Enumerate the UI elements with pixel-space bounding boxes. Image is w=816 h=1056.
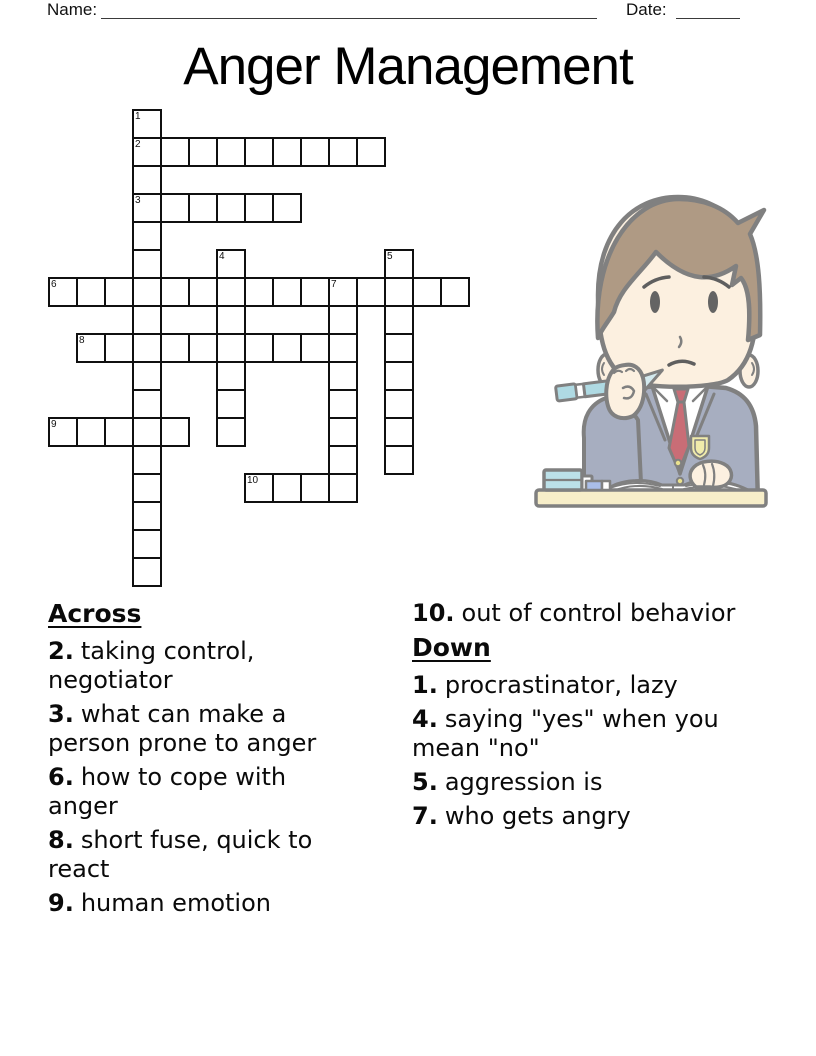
- right-eye: [708, 291, 718, 313]
- crossword-grid: [48, 109, 472, 589]
- grid-cell[interactable]: [328, 389, 358, 419]
- grid-cell[interactable]: [132, 557, 162, 587]
- desk: [536, 490, 766, 506]
- grid-cell[interactable]: [160, 333, 190, 363]
- grid-cell[interactable]: [132, 165, 162, 195]
- down-heading: Down: [412, 633, 491, 662]
- grid-cell[interactable]: [132, 221, 162, 251]
- across-clues-column: [48, 599, 350, 923]
- across-clues-list: [48, 637, 350, 918]
- grid-clue-number: 2: [135, 139, 141, 150]
- grid-cell[interactable]: [48, 277, 78, 307]
- student-thinking-illustration: [528, 190, 772, 514]
- grid-cell[interactable]: [132, 333, 162, 363]
- grid-cell[interactable]: [384, 249, 414, 279]
- grid-cell[interactable]: [216, 361, 246, 391]
- grid-cell[interactable]: [104, 417, 134, 447]
- grid-cell[interactable]: [132, 277, 162, 307]
- date-label: Date:: [626, 0, 667, 19]
- grid-clue-number: 3: [135, 195, 141, 206]
- grid-cell[interactable]: [132, 389, 162, 419]
- grid-cell[interactable]: [300, 137, 330, 167]
- grid-cell[interactable]: [272, 473, 302, 503]
- grid-cell[interactable]: [216, 193, 246, 223]
- grid-cell[interactable]: [216, 249, 246, 279]
- grid-cell[interactable]: [132, 445, 162, 475]
- grid-cell[interactable]: [132, 109, 162, 139]
- clue-number: 5.: [412, 768, 438, 796]
- grid-cell[interactable]: [384, 361, 414, 391]
- grid-cell[interactable]: [272, 333, 302, 363]
- grid-clue-number: 5: [387, 251, 393, 262]
- head: [597, 197, 764, 387]
- clue-item: 8. short fuse, quick to react: [48, 826, 313, 883]
- grid-cell[interactable]: [244, 277, 274, 307]
- grid-cell[interactable]: [384, 389, 414, 419]
- grid-cell[interactable]: [216, 277, 246, 307]
- grid-cell[interactable]: [76, 277, 106, 307]
- page-title: Anger Management: [183, 37, 633, 96]
- grid-cell[interactable]: [328, 361, 358, 391]
- clue-item: 5. aggression is: [412, 768, 603, 796]
- grid-cell[interactable]: [188, 333, 218, 363]
- grid-clue-number: 6: [51, 279, 57, 290]
- clue-number: 2.: [48, 637, 74, 665]
- grid-cell[interactable]: [132, 529, 162, 559]
- clue-number: 7.: [412, 802, 438, 830]
- grid-cell[interactable]: [300, 333, 330, 363]
- grid-cell[interactable]: [188, 193, 218, 223]
- grid-cell[interactable]: [384, 417, 414, 447]
- clue-item: 10. out of control behavior: [412, 599, 736, 627]
- grid-cell[interactable]: [244, 473, 274, 503]
- grid-cell[interactable]: [300, 277, 330, 307]
- date-input-line[interactable]: [676, 18, 740, 19]
- clue-number: 10.: [412, 599, 455, 627]
- clue-number: 1.: [412, 671, 438, 699]
- clue-item: 1. procrastinator, lazy: [412, 671, 678, 699]
- grid-cell[interactable]: [132, 249, 162, 279]
- down-clues-list: [412, 671, 748, 831]
- grid-cell[interactable]: [328, 445, 358, 475]
- grid-cell[interactable]: [328, 333, 358, 363]
- grid-cell[interactable]: [132, 193, 162, 223]
- grid-cell[interactable]: [216, 333, 246, 363]
- grid-cell[interactable]: [104, 277, 134, 307]
- grid-cell[interactable]: [440, 277, 470, 307]
- clue-item: 6. how to cope with anger: [48, 763, 287, 820]
- clue-number: 8.: [48, 826, 74, 854]
- grid-clue-number: 9: [51, 419, 57, 430]
- grid-cell[interactable]: [244, 137, 274, 167]
- clue-number: 6.: [48, 763, 74, 791]
- grid-cell[interactable]: [328, 473, 358, 503]
- grid-cell[interactable]: [160, 193, 190, 223]
- resting-hand: [690, 461, 731, 487]
- fist: [606, 365, 644, 418]
- clue-item: 4. saying "yes" when you mean "no": [412, 705, 719, 762]
- grid-cell[interactable]: [356, 277, 386, 307]
- grid-cell[interactable]: [160, 277, 190, 307]
- grid-cell[interactable]: [132, 501, 162, 531]
- grid-cell[interactable]: [300, 473, 330, 503]
- grid-cell[interactable]: [188, 277, 218, 307]
- grid-cell[interactable]: [76, 333, 106, 363]
- pen-cap: [586, 481, 610, 490]
- grid-cell[interactable]: [132, 417, 162, 447]
- grid-cell[interactable]: [272, 193, 302, 223]
- left-eye: [650, 291, 660, 313]
- clue-number: 4.: [412, 705, 438, 733]
- jacket-badge: [691, 436, 709, 459]
- grid-cell[interactable]: [160, 417, 190, 447]
- grid-cell[interactable]: [216, 417, 246, 447]
- grid-cell[interactable]: [216, 305, 246, 335]
- grid-cell[interactable]: [132, 473, 162, 503]
- grid-clue-number: 8: [79, 335, 85, 346]
- grid-cell[interactable]: [328, 277, 358, 307]
- clue-item: 2. taking control, negotiator: [48, 637, 255, 694]
- grid-cell[interactable]: [216, 389, 246, 419]
- grid-cell[interactable]: [216, 137, 246, 167]
- grid-cell[interactable]: [132, 305, 162, 335]
- clue-item: 9. human emotion: [48, 889, 271, 917]
- grid-clue-number: 7: [331, 279, 337, 290]
- grid-cell[interactable]: [384, 277, 414, 307]
- grid-cell[interactable]: [384, 445, 414, 475]
- grid-cell[interactable]: [188, 137, 218, 167]
- grid-cell[interactable]: [76, 417, 106, 447]
- grid-cell[interactable]: [244, 193, 274, 223]
- grid-cell[interactable]: [412, 277, 442, 307]
- grid-cell[interactable]: [356, 137, 386, 167]
- across-heading: Across: [48, 599, 142, 628]
- grid-clue-number: 1: [135, 111, 141, 122]
- clue-item: 3. what can make a person prone to anger: [48, 700, 317, 757]
- grid-clue-number: 4: [219, 251, 225, 262]
- across-clues-continued-list: [412, 599, 748, 628]
- clue-number: 3.: [48, 700, 74, 728]
- grid-cell[interactable]: [328, 417, 358, 447]
- grid-cell[interactable]: [272, 137, 302, 167]
- clue-item: 7. who gets angry: [412, 802, 631, 830]
- jacket-button: [677, 478, 683, 484]
- grid-cell[interactable]: [160, 137, 190, 167]
- name-input-line[interactable]: [101, 18, 597, 19]
- grid-cell[interactable]: [244, 333, 274, 363]
- clue-number: 9.: [48, 889, 74, 917]
- grid-cell[interactable]: [272, 277, 302, 307]
- grid-cell[interactable]: [132, 361, 162, 391]
- grid-cell[interactable]: [384, 305, 414, 335]
- jacket-button: [675, 460, 681, 466]
- grid-cell[interactable]: [48, 417, 78, 447]
- grid-clue-number: 10: [247, 475, 259, 486]
- down-clues-column: [412, 599, 748, 836]
- grid-cell[interactable]: [328, 137, 358, 167]
- grid-cell[interactable]: [104, 333, 134, 363]
- name-label: Name:: [47, 0, 98, 19]
- grid-cell[interactable]: [328, 305, 358, 335]
- grid-cell[interactable]: [132, 137, 162, 167]
- grid-cell[interactable]: [384, 333, 414, 363]
